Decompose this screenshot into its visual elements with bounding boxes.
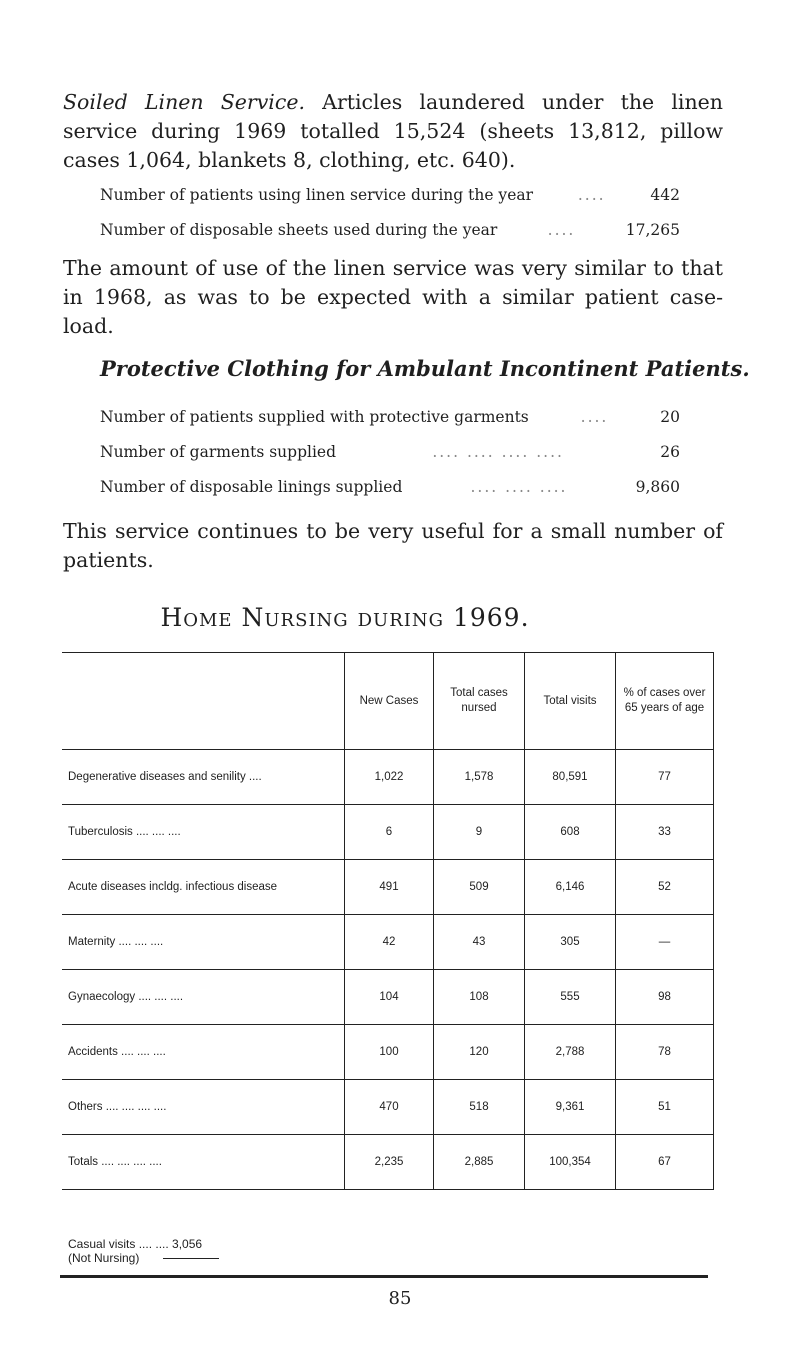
stat-dots: .... .... .... [470, 478, 568, 496]
row-label: Others .... .... .... .... [62, 1080, 345, 1135]
row-label: Maternity .... .... .... [62, 915, 345, 970]
row-label: Acute diseases incldg. infectious disease [62, 860, 345, 915]
stat-label: Number of garments supplied [100, 443, 336, 461]
cell-new-cases: 1,022 [345, 750, 434, 805]
casual-visits-value: 3,056 [172, 1237, 203, 1251]
cell-percent: 33 [616, 805, 714, 860]
cell-percent: 52 [616, 860, 714, 915]
table-body [62, 750, 714, 1190]
cell-percent: 67 [616, 1135, 714, 1190]
stat-label: Number of patients using linen service during the year [100, 186, 534, 204]
table-row [62, 970, 714, 1025]
cell-total-visits: 9,361 [525, 1080, 616, 1135]
cell-total-visits: 100,354 [525, 1135, 616, 1190]
header-new-cases: New Cases [345, 653, 434, 750]
stat-label: Number of disposable linings supplied [100, 478, 403, 496]
protective-stat-garments [100, 443, 680, 461]
protective-stat-linings [100, 478, 680, 496]
casual-visits-note [68, 1237, 219, 1265]
cell-new-cases: 6 [345, 805, 434, 860]
cell-total-visits: 2,788 [525, 1025, 616, 1080]
linen-stat-sheets [100, 221, 680, 239]
underline-divider [163, 1258, 219, 1259]
linen-stat-patients [100, 186, 680, 204]
stat-label: Number of patients supplied with protective garments [100, 408, 529, 426]
cell-new-cases: 470 [345, 1080, 434, 1135]
table-header-row [62, 653, 714, 750]
cell-total-cases: 9 [434, 805, 525, 860]
casual-visits-subnote: (Not Nursing) [68, 1251, 140, 1265]
linen-conclusion: The amount of use of the linen service was very similar to that in 1968, as was to be expected with a similar patient case-load. [63, 256, 723, 338]
table-row [62, 750, 714, 805]
linen-heading: Soiled Linen Service. [63, 90, 305, 114]
table-row [62, 860, 714, 915]
cell-total-cases: 518 [434, 1080, 525, 1135]
row-label: Degenerative diseases and senility .... [62, 750, 345, 805]
stat-dots: .... [547, 221, 576, 239]
cell-total-cases: 2,885 [434, 1135, 525, 1190]
cell-total-visits: 608 [525, 805, 616, 860]
page-number: 85 [388, 1288, 412, 1309]
cell-total-visits: 80,591 [525, 750, 616, 805]
cell-percent: 51 [616, 1080, 714, 1135]
cell-total-cases: 1,578 [434, 750, 525, 805]
row-label: Tuberculosis .... .... .... [62, 805, 345, 860]
table-row [62, 1080, 714, 1135]
cell-new-cases: 2,235 [345, 1135, 434, 1190]
table-row [62, 805, 714, 860]
cell-total-visits: 6,146 [525, 860, 616, 915]
page-rule [60, 1275, 708, 1278]
protective-conclusion: This service continues to be very useful for a small number of patients. [63, 519, 723, 572]
cell-total-cases: 108 [434, 970, 525, 1025]
protective-heading: Protective Clothing for Ambulant Incontinent Patients. [100, 356, 750, 381]
stat-dots: .... [577, 186, 606, 204]
cell-total-cases: 120 [434, 1025, 525, 1080]
stat-dots: .... .... .... .... [432, 443, 564, 461]
stat-value: 442 [650, 186, 680, 204]
casual-visits-label: Casual visits .... .... [68, 1237, 169, 1251]
cell-total-cases: 509 [434, 860, 525, 915]
header-total-visits: Total visits [525, 653, 616, 750]
cell-new-cases: 100 [345, 1025, 434, 1080]
cell-total-cases: 43 [434, 915, 525, 970]
table-row [62, 915, 714, 970]
linen-text: Articles laundered under the linen service during 1969 totalled 15,524 (sheets 13,812, pillow cases 1,064, blankets 8, clothing, etc. 640). [63, 90, 723, 172]
cell-percent: 77 [616, 750, 714, 805]
row-label: Accidents .... .... .... [62, 1025, 345, 1080]
cell-new-cases: 491 [345, 860, 434, 915]
header-total-cases: Total cases nursed [434, 653, 525, 750]
stat-label: Number of disposable sheets used during the year [100, 221, 498, 239]
home-nursing-heading: Home Nursing during 1969. [160, 603, 530, 632]
stat-value: 20 [660, 408, 680, 426]
header-blank [62, 653, 345, 750]
cell-total-visits: 305 [525, 915, 616, 970]
stat-dots: .... [580, 408, 609, 426]
header-percent-over-65: % of cases over 65 years of age [616, 653, 714, 750]
row-label: Gynaecology .... .... .... [62, 970, 345, 1025]
cell-total-visits: 555 [525, 970, 616, 1025]
row-label: Totals .... .... .... .... [62, 1135, 345, 1190]
cell-new-cases: 104 [345, 970, 434, 1025]
protective-stat-patients [100, 408, 680, 426]
cell-percent: — [616, 915, 714, 970]
table-row [62, 1025, 714, 1080]
linen-paragraph [63, 88, 723, 175]
table-row-totals [62, 1135, 714, 1190]
stat-value: 9,860 [635, 478, 680, 496]
cell-percent: 78 [616, 1025, 714, 1080]
stat-value: 26 [660, 443, 680, 461]
stat-value: 17,265 [625, 221, 680, 239]
home-nursing-table [62, 652, 714, 1190]
cell-new-cases: 42 [345, 915, 434, 970]
cell-percent: 98 [616, 970, 714, 1025]
